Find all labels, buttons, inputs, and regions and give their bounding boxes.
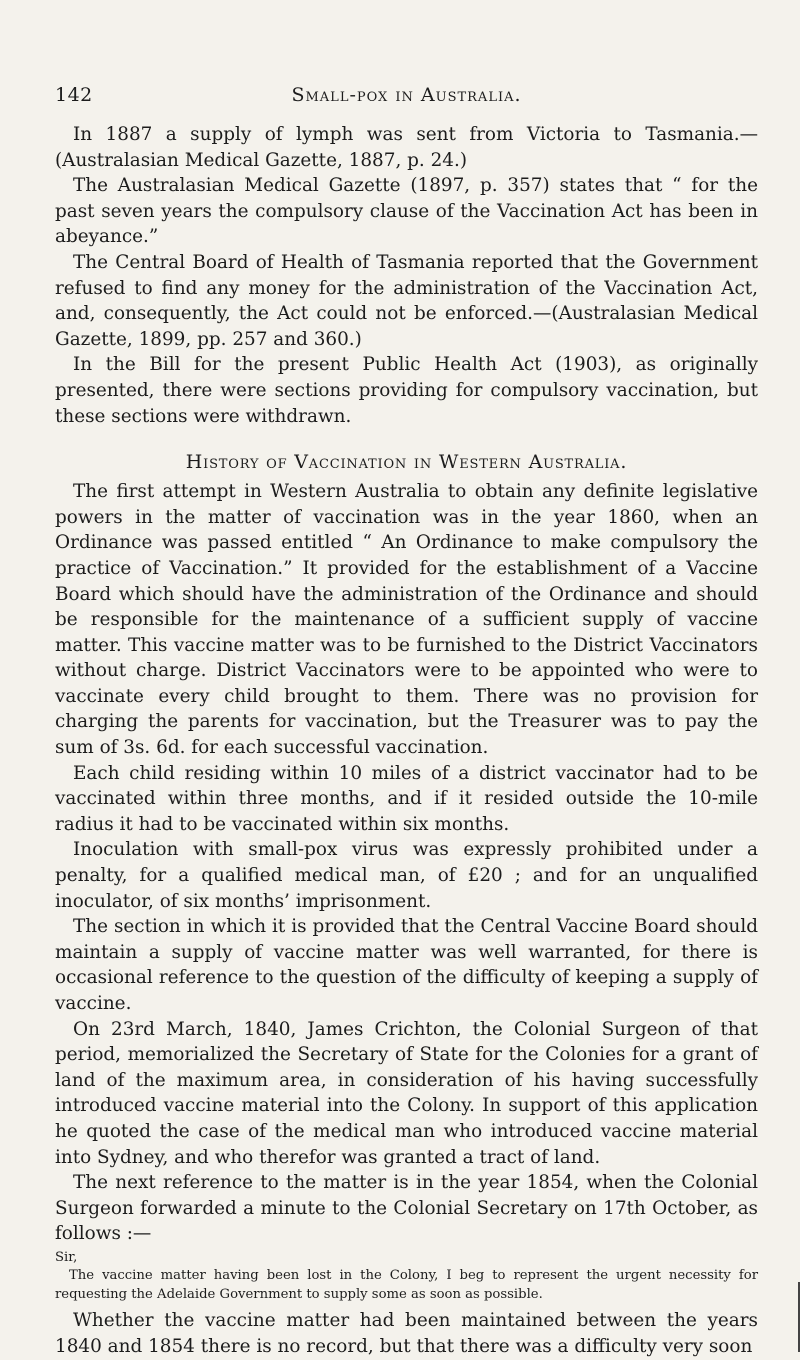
paragraph: In the Bill for the present Public Health Act (1903), as originally presented, there were sections providing for compulsory vaccination, but these sections were withdrawn. [55,354,758,427]
page-number: 142 [55,84,93,106]
paragraph: The section in which it is provided that the Central Vaccine Board should maintain a supply of vaccine matter was well warranted, for there is occasional reference to the question of the difficulty of keeping a supply of vaccine. [55,916,758,1014]
letter-text: The vaccine matter having been lost in the Colony, I beg to represent the urgent necessity for requesting the Adelaide Government to supply some as soon as possible. [55,1268,758,1302]
paragraph: The Central Board of Health of Tasmania reported that the Government refused to find any money for the administration of the Vaccination Act, and, consequently, the Act could not be enforced.—(Australasian Medical Gazette, 1899, pp. 257 and 360.) [55,251,758,350]
paragraph: In 1887 a supply of lymph was sent from Victoria to Tasmania.—(Australasian Medical Gazette, 1887, p. 24.) [55,124,758,171]
letter-salutation: Sir, [55,1249,78,1265]
paragraph: Inoculation with small-pox virus was expressly prohibited under a penalty, for a qualified medical man, of £20 ; and for an unqualified inoculator, of six months’ imprisonment. [55,839,758,912]
paragraph: On 23rd March, 1840, James Crichton, the Colonial Surgeon of that period, memorialized the Secretary of State for the Colonies for a grant of land of the maximum area, in consideration of his having successfully introduced vaccine material into the Colony. In support of this application he quoted the case of the medical man who introduced vaccine material into Sydney, and who therefor was granted a tract of land. [55,1018,758,1168]
paragraph: The Australasian Medical Gazette (1897, p. 357) states that “ for the past seven years the compulsory clause of the Vaccination Act has been in abeyance.” [55,175,758,248]
paragraph: The first attempt in Western Australia to obtain any definite legislative powers in the matter of vaccination was in the year 1860, when an Ordinance was passed entitled “ An Ordinance to make compulsory the practice of Vaccination.” It provided for the establishment of a Vaccine Board which should have the administration of the Ordinance and should be responsible for the maintenance of a sufficient supply of vaccine matter. This vaccine matter was to be furnished to the District Vaccinators without charge. District Vaccinators were to be appointed who were to vaccinate every child brought to them. There was no provision for charging the parents for vaccination, but the Treasurer was to pay the sum of 3s. 6d. for each successful vaccination. [55,481,758,759]
running-title: Small-pox in Australia. [291,84,522,106]
paragraph: The next reference to the matter is in the year 1854, when the Colonial Surgeon forwarded a minute to the Colonial Secretary on 17th October, as follows :— [55,1172,758,1245]
page-body [55,122,758,1360]
quoted-letter [55,1249,758,1305]
paragraph: Whether the vaccine matter had been maintained between the years 1840 and 1854 there is no record, but that there was a difficulty very soon [55,1310,758,1358]
page-header [55,84,758,110]
section-heading: History of Vaccination in Western Australia. [185,451,628,474]
paragraph: Each child residing within 10 miles of a district vaccinator had to be vaccinated within three months, and if it resided outside the 10-mile radius it had to be vaccinated within six months. [55,762,758,835]
